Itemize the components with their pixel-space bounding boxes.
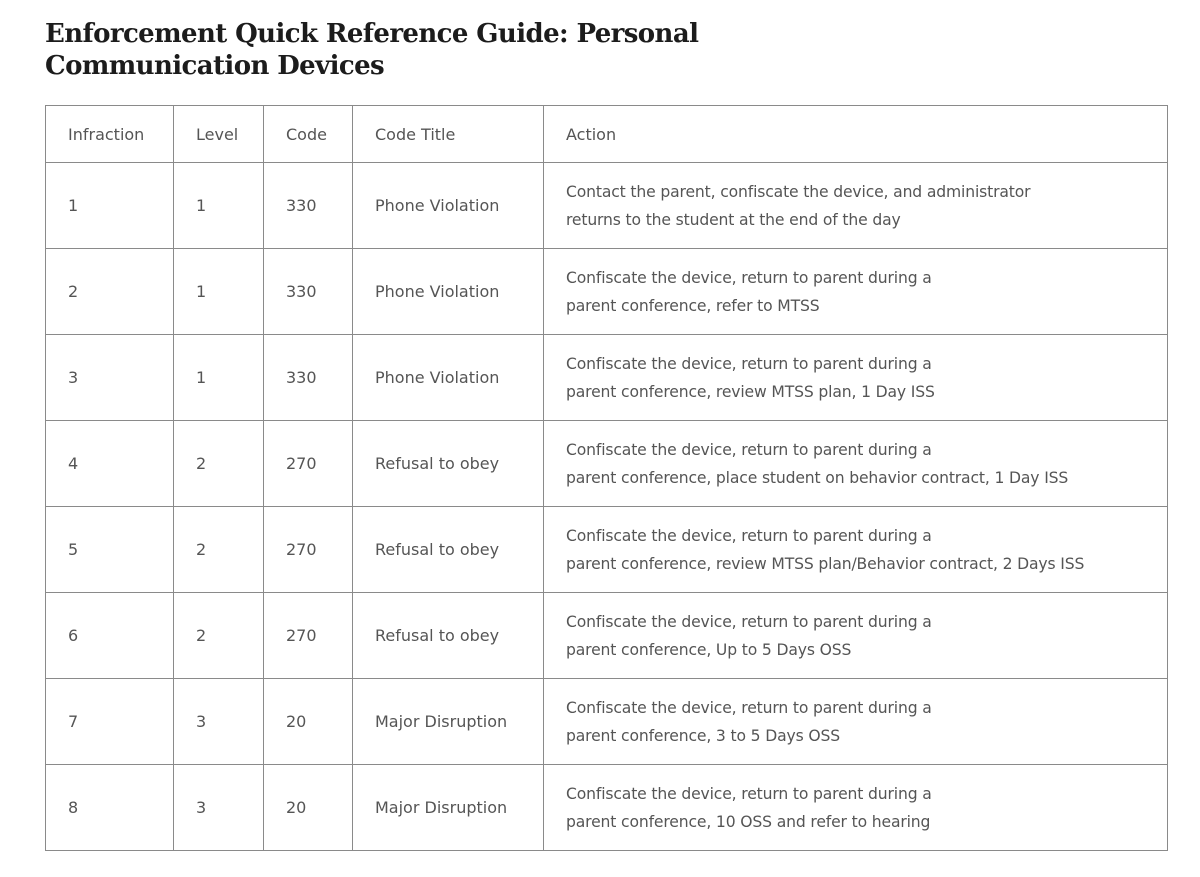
action-line: parent conference, Up to 5 Days OSS: [566, 640, 852, 659]
reference-table: [45, 105, 1168, 851]
action-line: parent conference, review MTSS plan, 1 Day ISS: [566, 382, 935, 401]
action-line: Contact the parent, confiscate the device, and administrator: [566, 182, 1031, 201]
code-title-cell: Major Disruption: [353, 679, 544, 765]
table-row: [46, 249, 1168, 335]
table-header-row: [46, 106, 1168, 163]
infraction-cell: 1: [46, 163, 174, 249]
action-line: Confiscate the device, return to parent during a: [566, 440, 932, 459]
infraction-cell: 6: [46, 593, 174, 679]
infraction-cell: 5: [46, 507, 174, 593]
code-cell: 330: [264, 163, 353, 249]
table-row: [46, 593, 1168, 679]
level-cell: 2: [174, 421, 264, 507]
level-cell: 2: [174, 507, 264, 593]
action-line: parent conference, 10 OSS and refer to hearing: [566, 812, 931, 831]
action-line: parent conference, refer to MTSS: [566, 296, 820, 315]
table-row: [46, 679, 1168, 765]
page-title: [45, 18, 745, 82]
level-cell: 3: [174, 679, 264, 765]
table-row: [46, 163, 1168, 249]
action-cell: [544, 593, 1168, 679]
column-header-code: Code: [264, 106, 353, 163]
action-cell: [544, 249, 1168, 335]
infraction-cell: 7: [46, 679, 174, 765]
code-title-cell: Refusal to obey: [353, 421, 544, 507]
table-row: [46, 765, 1168, 851]
action-line: Confiscate the device, return to parent during a: [566, 698, 932, 717]
level-cell: 3: [174, 765, 264, 851]
code-title-cell: Refusal to obey: [353, 593, 544, 679]
column-header-code-title: Code Title: [353, 106, 544, 163]
code-title-cell: Phone Violation: [353, 249, 544, 335]
level-cell: 1: [174, 249, 264, 335]
action-line: Confiscate the device, return to parent during a: [566, 612, 932, 631]
action-cell: [544, 507, 1168, 593]
action-line: Confiscate the device, return to parent during a: [566, 784, 932, 803]
action-line: parent conference, place student on behavior contract, 1 Day ISS: [566, 468, 1069, 487]
code-title-cell: Phone Violation: [353, 163, 544, 249]
code-cell: 20: [264, 679, 353, 765]
action-line: returns to the student at the end of the day: [566, 210, 901, 229]
code-title-cell: Refusal to obey: [353, 507, 544, 593]
action-cell: [544, 421, 1168, 507]
table-row: [46, 421, 1168, 507]
action-line: Confiscate the device, return to parent during a: [566, 268, 932, 287]
action-line: parent conference, review MTSS plan/Behavior contract, 2 Days ISS: [566, 554, 1085, 573]
level-cell: 1: [174, 163, 264, 249]
level-cell: 2: [174, 593, 264, 679]
table-row: [46, 335, 1168, 421]
code-cell: 20: [264, 765, 353, 851]
infraction-cell: 4: [46, 421, 174, 507]
level-cell: 1: [174, 335, 264, 421]
code-title-cell: Phone Violation: [353, 335, 544, 421]
column-header-action: Action: [544, 106, 1168, 163]
table-row: [46, 507, 1168, 593]
action-line: Confiscate the device, return to parent during a: [566, 354, 932, 373]
action-cell: [544, 163, 1168, 249]
code-cell: 270: [264, 507, 353, 593]
action-cell: [544, 679, 1168, 765]
code-cell: 270: [264, 421, 353, 507]
code-cell: 330: [264, 249, 353, 335]
code-title-cell: Major Disruption: [353, 765, 544, 851]
column-header-level: Level: [174, 106, 264, 163]
action-cell: [544, 765, 1168, 851]
code-cell: 330: [264, 335, 353, 421]
page-title-line: Enforcement Quick Reference Guide: Personal: [45, 19, 699, 49]
action-cell: [544, 335, 1168, 421]
action-line: Confiscate the device, return to parent during a: [566, 526, 932, 545]
infraction-cell: 2: [46, 249, 174, 335]
column-header-infraction: Infraction: [46, 106, 174, 163]
infraction-cell: 3: [46, 335, 174, 421]
action-line: parent conference, 3 to 5 Days OSS: [566, 726, 840, 745]
code-cell: 270: [264, 593, 353, 679]
page-title-line: Communication Devices: [45, 51, 385, 81]
infraction-cell: 8: [46, 765, 174, 851]
table-body: [46, 163, 1168, 851]
